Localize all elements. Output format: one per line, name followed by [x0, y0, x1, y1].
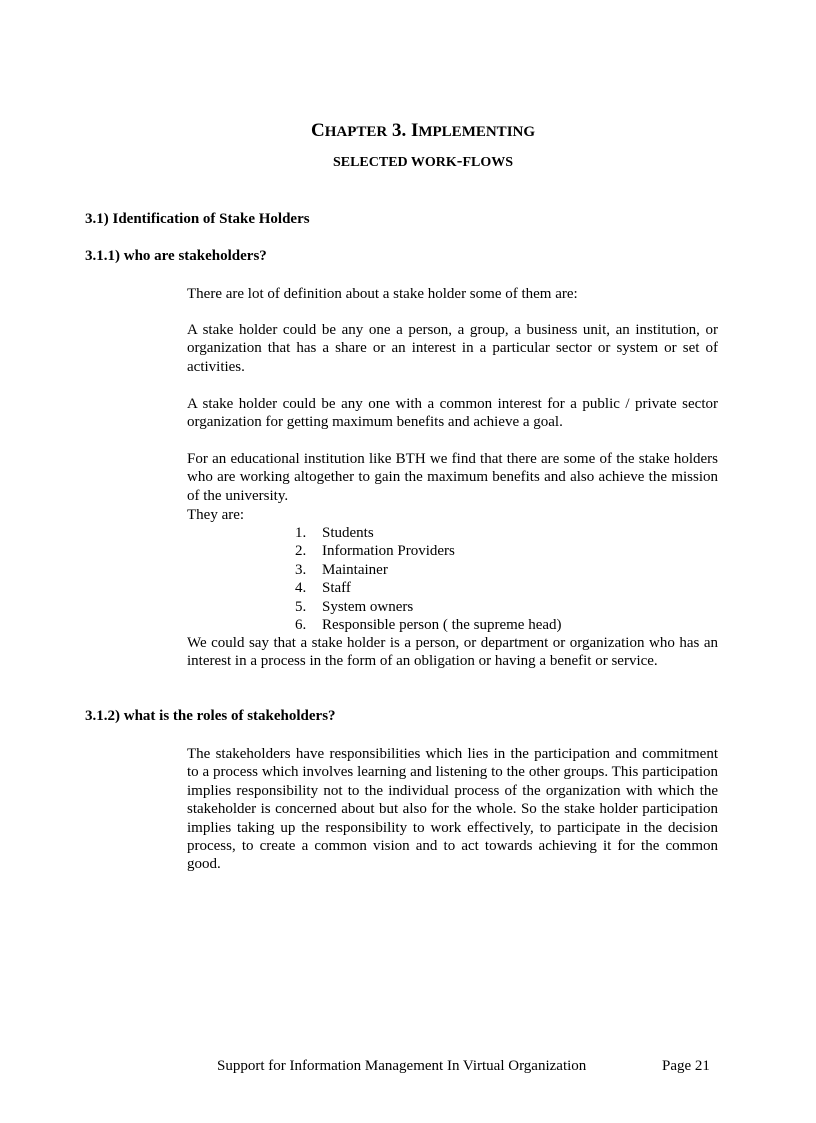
paragraph-they-are: They are: [187, 507, 245, 523]
section-heading-3-1-2: 3.1.2) what is the roles of stakeholders? [85, 708, 336, 724]
list-item [295, 561, 562, 579]
list-item-label: Staff [322, 580, 351, 597]
chapter-subtitle-part-2: FLOWS [462, 155, 514, 170]
list-item-number: 4. [295, 580, 307, 597]
list-item-number: 2. [295, 543, 307, 560]
chapter-subtitle-part-1: SELECTED WORK [332, 155, 457, 170]
chapter-subtitle-hyphen: - [456, 151, 463, 170]
list-item [295, 579, 562, 597]
list-item-label: Maintainer [322, 561, 388, 578]
chapter-smallcaps-2: MPLEMENTING [418, 124, 536, 140]
paragraph-intro: There are lot of definition about a stake holder some of them are: [187, 286, 578, 302]
footer-document-title: Support for Information Management In Virtual Organization [217, 1058, 587, 1074]
list-item-number: 5. [295, 598, 307, 615]
paragraph-roles: The stakeholders have responsibilities which lies in the participation and commitment to a process which involves learning and listening to the other groups. This participation implies responsibility not to the individual process of the organization with which the stakeholder is concerned about but also for the whole. So the stake holder participation implies taking up the responsibility to work effectively, to participate in the decision process, to create a common vision and to act towards achieving it for the common good. [187, 746, 718, 873]
chapter-cap-c: C [310, 120, 325, 141]
list-item-label: Students [322, 525, 374, 541]
chapter-title-line-2 [0, 151, 816, 171]
list-item [295, 598, 562, 616]
paragraph-bth: For an educational institution like BTH we find that there are some of the stake holders who are working altogether to gain the maximum benefits and also achieve the mission of the university. [187, 451, 718, 504]
list-item [295, 616, 562, 634]
chapter-title-line-1 [0, 120, 816, 142]
section-heading-3-1-1: 3.1.1) who are stakeholders? [85, 248, 267, 264]
section-heading-3-1: 3.1) Identification of Stake Holders [85, 211, 310, 227]
list-item-label: Responsible person ( the supreme head) [322, 617, 562, 634]
list-item-number: 6. [295, 617, 307, 634]
list-item-label: Information Providers [322, 543, 455, 560]
paragraph-definition-2: A stake holder could be any one with a common interest for a public / private sector organization for getting maximum benefits and achieve a goal. [187, 396, 718, 431]
paragraph-definition-1: A stake holder could be any one a person, a group, a business unit, an institution, or organization that has a share or an interest in a particular sector or system or set of activities. [187, 322, 718, 375]
list-item-number: 3. [295, 561, 307, 578]
chapter-number: 3. I [387, 120, 419, 141]
paragraph-summary: We could say that a stake holder is a person, or department or organization who has an interest in a process in the form of an obligation or having a benefit or service. [187, 635, 718, 670]
chapter-smallcaps-1: HAPTER [324, 124, 388, 140]
stakeholder-list [295, 524, 562, 634]
list-item-label: System owners [322, 598, 414, 615]
footer-page-number: Page 21 [662, 1058, 710, 1074]
list-item [295, 542, 562, 560]
list-item-number: 1. [295, 525, 307, 541]
list-item [295, 524, 562, 542]
